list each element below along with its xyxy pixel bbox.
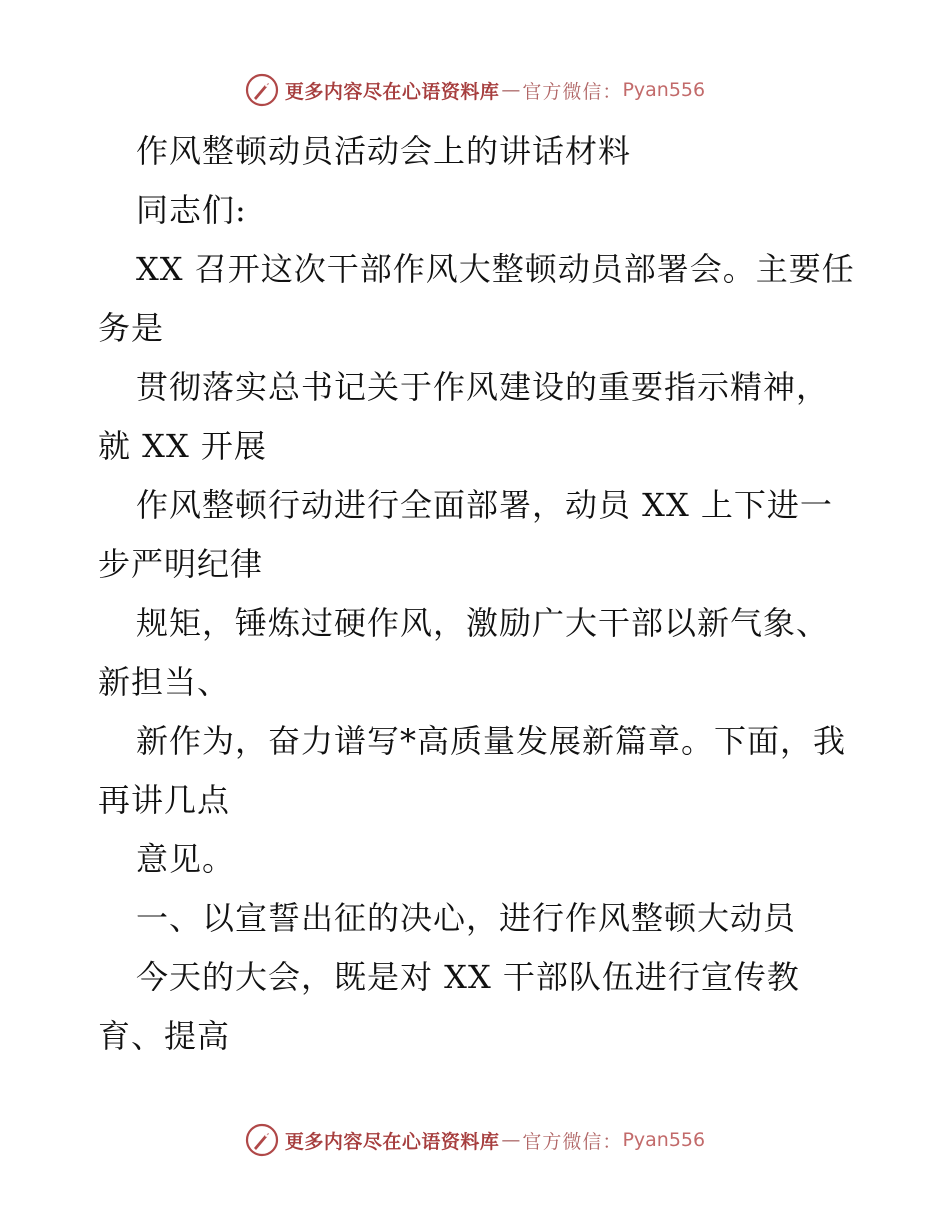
banner-brand-text: 更多内容尽在心语资料库 bbox=[284, 1130, 500, 1153]
section-heading: 一、以宣誓出征的决心，进行作风整顿大动员 bbox=[136, 899, 797, 937]
paragraph: 意见。 bbox=[136, 840, 236, 878]
paragraph: XX 召开这次干部作风大整顿动员部署会。主要任务是 bbox=[98, 250, 855, 347]
banner-wechat-label: 官方微信： bbox=[522, 1130, 623, 1153]
banner-wechat-label: 官方微信： bbox=[522, 80, 623, 103]
banner-brand-text: 更多内容尽在心语资料库 bbox=[284, 80, 500, 103]
pen-nib-circle-icon bbox=[245, 73, 279, 107]
paragraph: 今天的大会，既是对 XX 干部队伍进行宣传教育、提高 bbox=[98, 958, 800, 1055]
document-body bbox=[98, 122, 858, 1066]
paragraph: 贯彻落实总书记关于作风建设的重要指示精神，就 XX 开展 bbox=[98, 368, 830, 465]
header-watermark-banner bbox=[0, 70, 950, 110]
banner-wechat-id: Pyan556 bbox=[622, 79, 706, 101]
document-title: 作风整顿动员活动会上的讲话材料 bbox=[136, 132, 632, 170]
banner-separator: — bbox=[501, 1129, 521, 1151]
pen-nib-circle-icon bbox=[245, 1123, 279, 1157]
footer-watermark-banner bbox=[0, 1120, 950, 1160]
banner-separator: — bbox=[501, 79, 521, 101]
salutation: 同志们: bbox=[136, 191, 247, 229]
paragraph: 新作为，奋力谱写*高质量发展新篇章。下面，我再讲几点 bbox=[98, 722, 847, 819]
paragraph: 规矩，锤炼过硬作风，激励广大干部以新气象、新担当、 bbox=[98, 604, 830, 701]
paragraph: 作风整顿行动进行全面部署，动员 XX 上下进一步严明纪律 bbox=[98, 486, 833, 583]
banner-wechat-id: Pyan556 bbox=[622, 1129, 706, 1151]
